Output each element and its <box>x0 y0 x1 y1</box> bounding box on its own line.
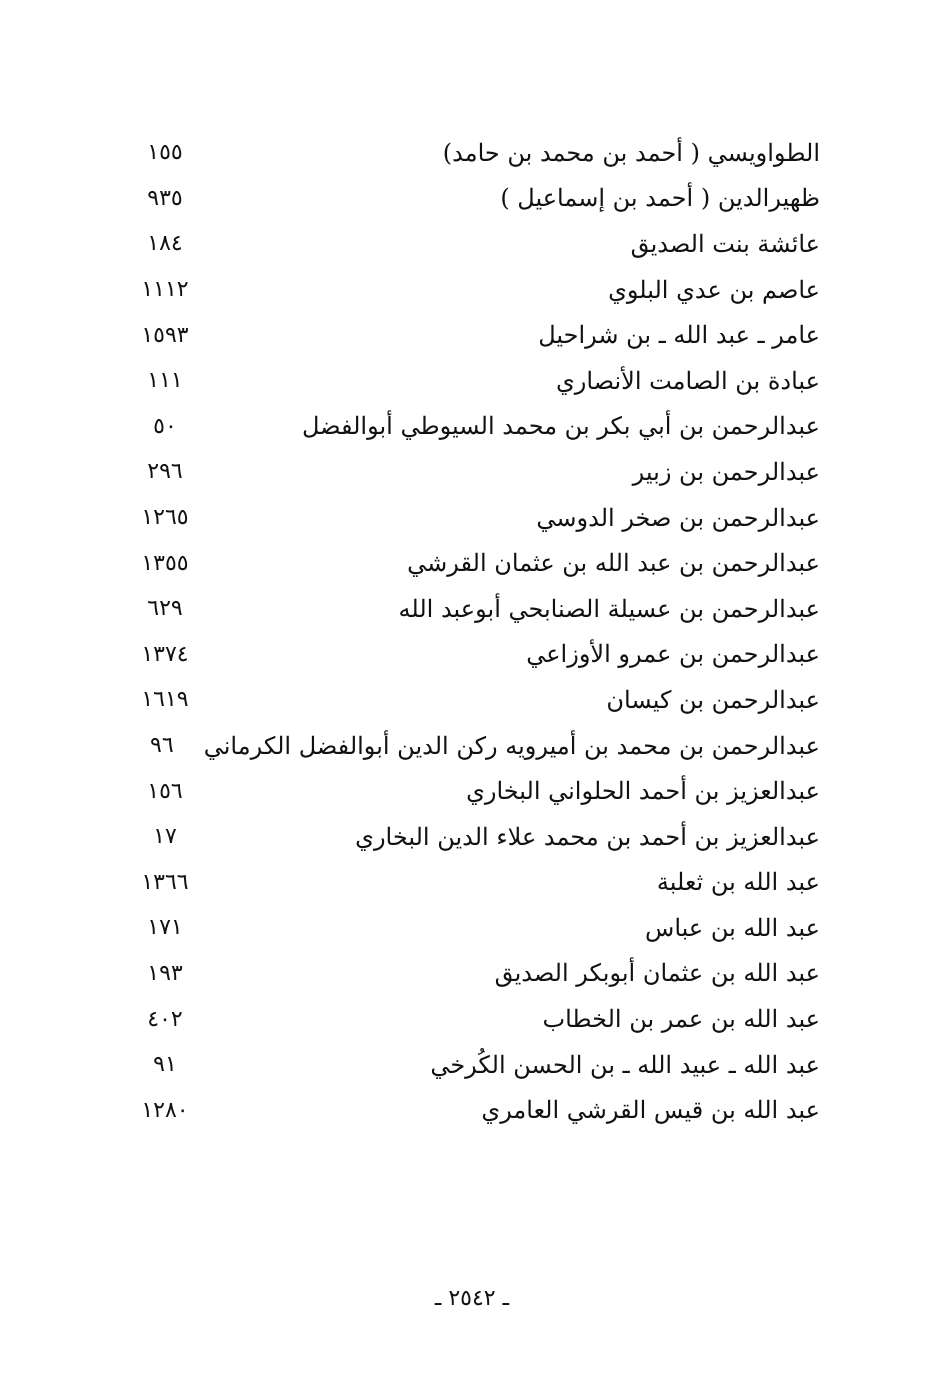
index-entry <box>120 951 820 997</box>
index-entry <box>120 723 820 769</box>
index-entry <box>120 768 820 814</box>
entry-page-number: ١٢٨٠ <box>141 1097 189 1123</box>
entry-page-number: ٩١ <box>153 1052 177 1078</box>
entry-name: عبدالرحمن بن أبي بكر بن محمد السيوطي أبوالفضل <box>301 412 820 441</box>
entry-page-number: ١٩٣ <box>147 960 183 986</box>
entry-name: عبدالعزيز بن أحمد بن محمد علاء الدين البخاري <box>355 822 820 851</box>
index-entry <box>120 1042 820 1088</box>
entry-name: عبد الله بن عباس <box>645 913 820 942</box>
entry-name: عبدالرحمن بن زبير <box>632 457 820 486</box>
index-entry <box>120 449 820 495</box>
entry-page-number: ١٧١ <box>147 915 183 941</box>
entry-name: عائشة بنت الصديق <box>630 229 820 258</box>
entry-page-number: ٦٢٩ <box>147 596 183 622</box>
entry-page-number: ١٣٥٥ <box>141 550 189 576</box>
entry-page-number: ١٥٥ <box>147 140 183 166</box>
entry-name: عبد الله بن عثمان أبوبكر الصديق <box>494 959 820 988</box>
entry-page-number: ٢٩٦ <box>147 459 183 485</box>
entry-name: عامر ـ عبد الله ـ بن شراحيل <box>538 321 820 350</box>
entry-name: عبد الله بن عمر بن الخطاب <box>542 1005 820 1034</box>
entry-page-number: ٩٦ <box>150 733 174 759</box>
index-entry <box>120 814 820 860</box>
index-list <box>120 130 820 1133</box>
entry-name: عبدالعزيز بن أحمد الحلواني البخاري <box>466 777 820 806</box>
entry-name: عبد الله بن ثعلبة <box>656 868 820 897</box>
entry-page-number: ١٥٦ <box>147 778 183 804</box>
index-entry <box>120 358 820 404</box>
entry-name: ظهيرالدين ( أحمد بن إسماعيل ) <box>500 184 820 213</box>
index-entry <box>120 1087 820 1133</box>
entry-page-number: ٥٠ <box>153 413 177 439</box>
entry-name: عبدالرحمن بن محمد بن أميرويه ركن الدين أبوالفضل الكرماني <box>203 731 820 760</box>
entry-page-number: ١٦١٩ <box>141 687 189 713</box>
entry-page-number: ٩٣٥ <box>147 185 183 211</box>
entry-name: عبادة بن الصامت الأنصاري <box>555 366 820 395</box>
entry-name: عبد الله بن قيس القرشي العامري <box>481 1096 820 1125</box>
entry-name: عبدالرحمن بن صخر الدوسي <box>536 503 820 532</box>
entry-page-number: ١٢٦٥ <box>141 505 189 531</box>
entry-name: عبدالرحمن بن كيسان <box>606 685 820 714</box>
index-entry <box>120 632 820 678</box>
index-entry <box>120 221 820 267</box>
entry-page-number: ١٧ <box>153 824 177 850</box>
entry-name: عبدالرحمن بن عبد الله بن عثمان القرشي <box>407 549 820 578</box>
index-entry <box>120 312 820 358</box>
entry-name: عبدالرحمن بن عسيلة الصنابحي أبوعبد الله <box>398 594 820 623</box>
entry-page-number: ١٨٤ <box>147 231 183 257</box>
index-entry <box>120 495 820 541</box>
index-entry <box>120 130 820 176</box>
page-number: ـ ٢٥٤٢ ـ <box>434 1286 510 1311</box>
entry-page-number: ١٥٩٣ <box>141 322 189 348</box>
index-entry <box>120 267 820 313</box>
index-entry <box>120 176 820 222</box>
index-entry <box>120 586 820 632</box>
entry-name: عبدالرحمن بن عمرو الأوزاعي <box>526 640 820 669</box>
entry-name: الطواويسي ( أحمد بن محمد بن حامد) <box>442 138 820 167</box>
entry-name: عبد الله ـ عبيد الله ـ بن الحسن الكُرخي <box>430 1050 820 1079</box>
entry-page-number: ١٣٦٦ <box>141 869 189 895</box>
entry-name: عاصم بن عدي البلوي <box>608 275 820 304</box>
index-entry <box>120 404 820 450</box>
index-entry <box>120 540 820 586</box>
index-entry <box>120 677 820 723</box>
entry-page-number: ١١١ <box>147 368 183 394</box>
index-entry <box>120 996 820 1042</box>
entry-page-number: ١٣٧٤ <box>141 641 189 667</box>
entry-page-number: ١١١٢ <box>141 277 189 303</box>
index-entry <box>120 860 820 906</box>
index-entry <box>120 905 820 951</box>
entry-page-number: ٤٠٢ <box>147 1006 183 1032</box>
